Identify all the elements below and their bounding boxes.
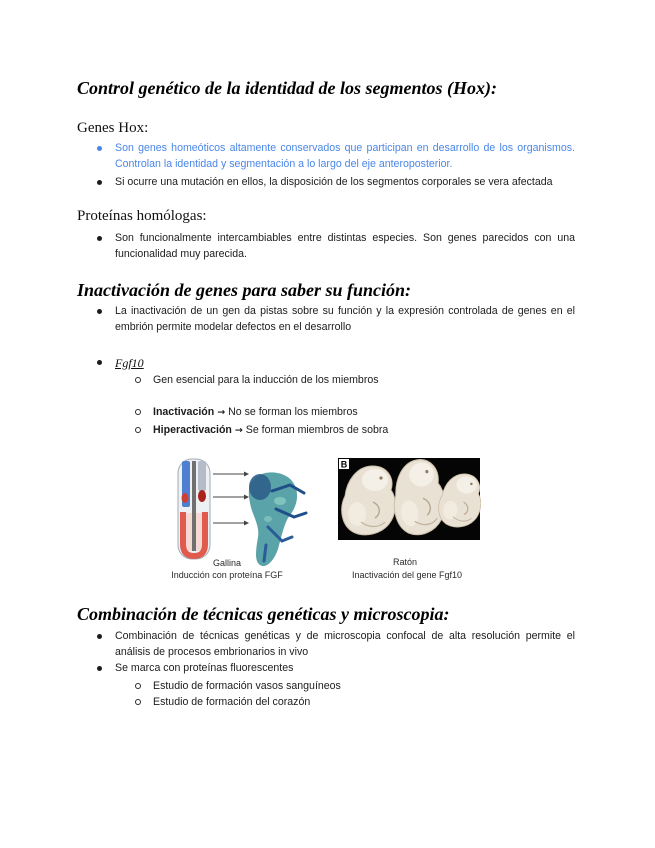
bullet-item: [97, 230, 575, 263]
bullet-text: Se marca con proteínas fluorescentes: [115, 661, 294, 674]
bullet-dot: [97, 634, 102, 639]
sub-item: [135, 678, 575, 695]
sub-item: [135, 694, 575, 711]
section-title-hox: Control genético de la identidad de los segmentos (Hox):: [77, 78, 497, 98]
sub-bullet-circle: [135, 683, 141, 689]
gene-name: Fgf10: [115, 355, 144, 370]
bullet-dot: [97, 180, 102, 185]
mouse-embryos-figure: [337, 457, 481, 541]
effect-result: Se forman miembros de sobra: [245, 423, 389, 436]
sub-bullet-circle: [135, 377, 141, 383]
sub-item-inactivation: [135, 404, 575, 422]
sub-item-hyperactivation: [135, 422, 575, 440]
panel-label: B: [340, 459, 348, 470]
sub-bullet-circle: [135, 427, 141, 433]
bullet-text: Son genes homeóticos altamente conservados que participan en desarrollo de los organismos. Controlan la identidad y segmentación a lo largo del eje anteroposterior.: [115, 141, 575, 171]
sub-item-text: Estudio de formación vasos sanguíneos: [153, 679, 341, 692]
effect-term: Hiperactivación: [153, 423, 232, 436]
bullet-item: [97, 174, 575, 191]
bullet-text: La inactivación de un gen da pistas sobre su función y la expresión controlada de genes en el embrión permite modelar defectos en el desarrollo: [115, 304, 575, 334]
sub-bullet-circle: [135, 699, 141, 705]
figure-caption-chick: Inducción con proteína FGF: [171, 570, 283, 580]
heading-genes-hox: Genes Hox:: [77, 120, 149, 136]
arrow-right-icon: →: [217, 406, 226, 418]
bullet-text: Si ocurre una mutación en ellos, la disposición de los segmentos corporales se vera afectada: [115, 175, 553, 188]
figure-caption-mouse: Inactivación del gene Fgf10: [351, 570, 463, 580]
figure-title-mouse: Ratón: [392, 557, 418, 567]
section-title-inactivacion: Inactivación de genes para saber su función:: [77, 280, 412, 300]
limb-field-diagram: [178, 459, 210, 559]
sub-item-text: [153, 404, 575, 422]
arrow-right-icon: →: [234, 424, 243, 436]
sub-item-text: Estudio de formación del corazón: [153, 695, 311, 708]
chick-skeleton-photo: [249, 472, 306, 566]
effect-term: Inactivación: [153, 405, 215, 418]
sub-item: [135, 372, 575, 389]
bullet-item: [97, 628, 575, 661]
chick-embryo-figure: [172, 457, 312, 571]
bullet-dot: [97, 666, 102, 671]
bullet-dot: [97, 146, 102, 151]
figure-title-chick: Gallina: [212, 558, 241, 568]
bullet-item: [97, 140, 575, 173]
bullet-text: Son funcionalmente intercambiables entre distintas especies. Son genes parecidos con una funcionalidad muy parecida.: [115, 231, 575, 261]
sub-bullet-circle: [135, 409, 141, 415]
arrows: [213, 472, 249, 526]
sub-item-text: [153, 422, 575, 440]
bullet-dot: [97, 309, 102, 314]
effect-result: No se forman los miembros: [228, 405, 358, 418]
sub-item-text: Gen esencial para la inducción de los miembros: [153, 373, 379, 386]
section-title-combinacion: Combinación de técnicas genéticas y microscopia:: [77, 604, 450, 624]
bullet-item: [97, 660, 575, 677]
bullet-item: [97, 303, 575, 336]
bullet-dot: [97, 360, 102, 365]
bullet-dot: [97, 236, 102, 241]
bullet-item-gene: [97, 354, 575, 372]
heading-proteinas-homologas: Proteínas homólogas:: [77, 208, 207, 224]
bullet-text: Combinación de técnicas genéticas y de microscopia confocal de alta resolución permite el análisis de procesos embrionarios in vivo: [115, 629, 575, 659]
